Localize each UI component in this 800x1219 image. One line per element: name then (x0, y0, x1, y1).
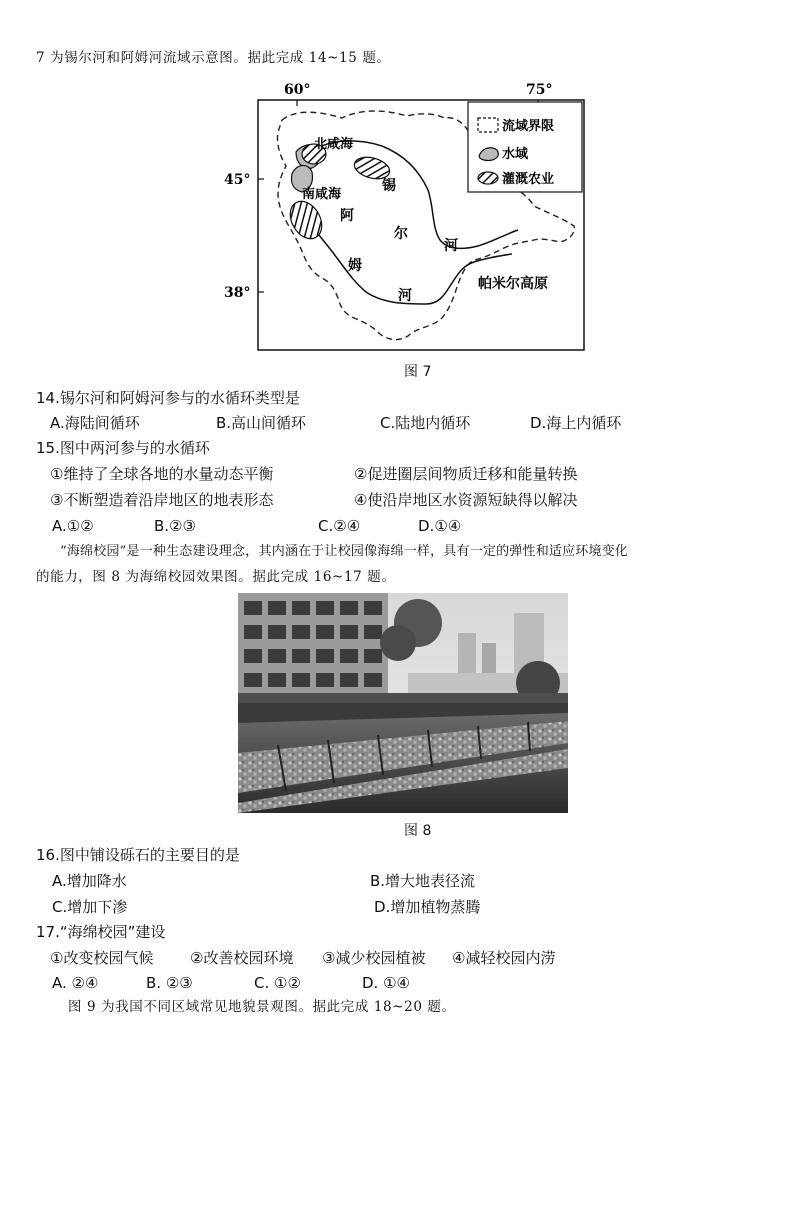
q16-option-b: B.增大地表径流 (370, 872, 476, 890)
q14-option-b: B.高山间循环 (216, 414, 307, 432)
intro-line-2a: “海绵校园”是一种生态建设理念，其内涵在于让校园像海绵一样，具有一定的弹性和适应环境变化 (60, 544, 629, 559)
legend-irrigation-label: 灌溉农业 (502, 172, 555, 187)
legend-basin-label: 流域界限 (502, 119, 555, 134)
q15-option-d: D.①④ (418, 517, 462, 535)
q14-option-a: A.海陆间循环 (50, 414, 140, 432)
q15-stem: 15.图中两河参与的水循环 (36, 439, 210, 457)
lon-60-label: 60° (284, 82, 311, 98)
intro-line-1: 7 为锡尔河和阿姆河流域示意图。据此完成 14~15 题。 (36, 50, 391, 66)
amu-label-3: 河 (398, 288, 412, 304)
q15-item-4: ④使沿岸地区水资源短缺得以解决 (354, 491, 578, 509)
q17-option-c: C. ①② (254, 974, 301, 992)
q15-option-c: C.②④ (318, 517, 361, 535)
figure-7-caption: 图 7 (404, 364, 432, 380)
q15-option-a: A.①② (52, 517, 94, 535)
figure-7-map (222, 78, 588, 354)
figure-8-photo (238, 593, 568, 813)
legend-water-label: 水域 (502, 147, 529, 162)
syr-label-3: 河 (444, 238, 458, 254)
q15-item-3: ③不断塑造着沿岸地区的地表形态 (50, 491, 274, 509)
q17-option-d: D. ①④ (362, 974, 410, 992)
amu-label-2: 姆 (348, 258, 362, 274)
q17-item-2: ②改善校园环境 (190, 949, 294, 967)
q15-item-1: ①维持了全球各地的水量动态平衡 (50, 465, 274, 483)
figure-8-caption: 图 8 (404, 823, 432, 839)
syr-label-1: 锡 (382, 178, 396, 194)
lat-38-label: 38° (224, 285, 251, 301)
q17-item-3: ③减少校园植被 (322, 949, 426, 967)
q17-stem: 17.“海绵校园”建设 (36, 923, 166, 941)
q17-option-b: B. ②③ (146, 974, 193, 992)
lat-45-label: 45° (224, 172, 251, 188)
q16-option-d: D.增加植物蒸腾 (374, 898, 481, 916)
q17-item-4: ④减轻校园内涝 (452, 949, 556, 967)
q16-option-c: C.增加下渗 (52, 898, 128, 916)
q16-stem: 16.图中铺设砾石的主要目的是 (36, 846, 240, 864)
amu-label-1: 阿 (340, 208, 354, 224)
pamir-label: 帕米尔高原 (478, 276, 548, 292)
q15-item-2: ②促进圈层间物质迁移和能量转换 (354, 465, 578, 483)
syr-label-2: 尔 (394, 226, 408, 242)
sponge-campus-photo-svg (238, 593, 568, 813)
q14-stem: 14.锡尔河和阿姆河参与的水循环类型是 (36, 389, 300, 407)
lon-75-label: 75° (526, 82, 553, 98)
q16-option-a: A.增加降水 (52, 872, 127, 890)
basin-map-svg (222, 78, 588, 354)
intro-line-3: 图 9 为我国不同区域常见地貌景观图。据此完成 18~20 题。 (68, 999, 456, 1015)
north-aral-label: 北咸海 (314, 137, 354, 152)
legend-irrigation-swatch (478, 172, 498, 184)
south-aral-label: 南咸海 (302, 187, 342, 202)
q14-option-d: D.海上内循环 (530, 414, 622, 432)
intro-line-2b: 的能力，图 8 为海绵校园效果图。据此完成 16~17 题。 (36, 569, 396, 585)
q17-item-1: ①改变校园气候 (50, 949, 154, 967)
q14-option-c: C.陆地内循环 (380, 414, 471, 432)
q17-option-a: A. ②④ (52, 974, 99, 992)
q15-option-b: B.②③ (154, 517, 196, 535)
